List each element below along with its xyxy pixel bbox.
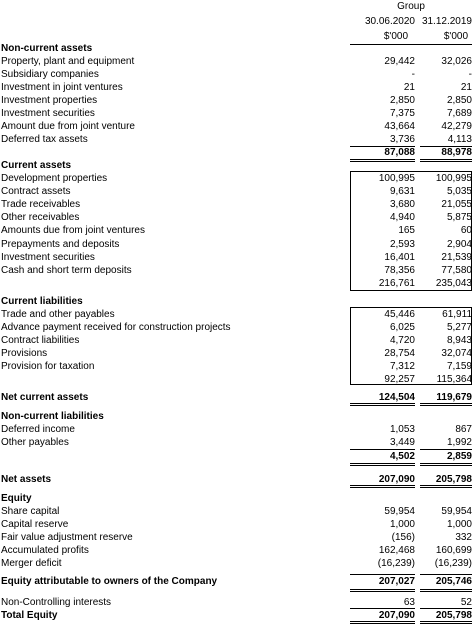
row-accumulated-profits [0,544,473,557]
value-2020: 1,000 [389,519,415,530]
header-group: Group [397,1,425,12]
value-2019: 5,277 [446,322,472,333]
value-2019: 2,859 [446,451,472,462]
value-2019: 88,978 [441,147,472,158]
row-label: Other payables [1,437,69,448]
value-2020: 124,504 [378,392,415,403]
row-label: Net assets [1,474,52,485]
value-2020: 9,631 [389,186,415,197]
row-label: Deferred income [1,424,75,435]
value-2019: 59,954 [441,506,472,517]
row-label: Capital reserve [1,519,69,530]
row-label: Amount due from joint venture [1,121,135,132]
row-deferred-tax-assets [0,133,473,146]
value-2019: 4,113 [447,134,472,145]
subtotal-rule-col1 [350,146,415,147]
value-2019: 2,904 [446,239,472,250]
total-equity-double-a-col2 [420,621,472,622]
row-label: Merger deficit [1,558,62,569]
row-investment-in-joint-ventures [0,81,473,94]
row-label: Net current assets [1,392,89,403]
value-2020: 4,502 [389,451,415,462]
row-investment-securities [0,107,473,120]
row-equity-attributable-to-owners-of-the-company [0,575,473,588]
value-2019: 32,026 [441,56,472,67]
value-2020: 1,053 [389,424,415,435]
row-label: Provisions [1,348,48,359]
row-amount-due-from-joint-venture [0,120,473,133]
net-assets-rule-a-col1 [350,485,415,486]
value-2020: 3,736 [389,134,415,145]
row-label: Total Equity [1,610,58,621]
total-equity-double-a-col1 [350,621,415,622]
row-label: Cash and short term deposits [1,265,132,276]
row-other-payables [0,436,473,449]
row-label: Current liabilities [1,296,83,307]
value-2020: 216,761 [378,278,415,289]
value-2019: 77,580 [441,265,472,276]
row-label: Development properties [1,173,108,184]
net-assets-rule-b-col1 [350,487,415,488]
value-2020: 29,442 [384,56,415,67]
value-2019: (16,239) [434,558,472,569]
noncurrent-liab-double-a-col2 [420,463,472,464]
net-current-assets-rule-a-col2 [420,403,472,404]
value-2020: (16,239) [377,558,415,569]
net-assets-rule-b-col2 [420,487,472,488]
value-2020: 87,088 [384,147,415,158]
value-2020: 207,090 [378,610,415,621]
value-2020: 162,468 [378,545,415,556]
value-2019: 7,159 [446,361,472,372]
row-label: Trade receivables [1,199,81,210]
value-2020: 207,027 [378,576,415,587]
noncurrent-liab-double-b-col2 [420,465,472,466]
header-col2-date: 31.12.2019 [421,16,472,27]
value-2019: 205,746 [435,576,472,587]
net-assets-rule-a-col2 [420,485,472,486]
value-2019: 60 [460,225,472,236]
row-label: Fair value adjustment reserve [1,532,133,543]
subtotal-double-rule-b-col2 [420,161,472,162]
row-label: Other receivables [1,212,80,223]
row-label: Non-current liabilities [1,411,104,422]
row-subsidiary-companies [0,68,473,81]
row-label: Investment in joint ventures [1,82,123,93]
row-deferred-income [0,423,473,436]
value-2019: 2,850 [446,95,472,106]
row-label: Equity [1,493,32,504]
subtotal-row [0,450,473,463]
value-2019: 5,035 [446,186,472,197]
row-merger-deficit [0,557,473,570]
value-2019: 61,911 [442,309,472,320]
value-2019: 867 [455,424,472,435]
net-current-assets-rule-b-col2 [420,405,472,406]
row-label: Trade and other payables [1,309,115,320]
value-2020: 63 [403,597,415,608]
value-2019: 160,699 [435,545,472,556]
row-property-plant-and-equipment [0,55,473,68]
value-2020: 92,257 [384,374,415,385]
value-2019: 7,689 [446,108,472,119]
row-label: Subsidiary companies [1,69,99,80]
value-2020: 43,664 [384,121,415,132]
value-2020: 3,680 [389,199,415,210]
row-label: Contract liabilities [1,335,80,346]
value-2020: 21 [403,82,415,93]
equity-sub-rule-col1 [350,574,415,575]
row-label: Non-current assets [1,43,93,54]
value-2019: - [468,69,472,80]
row-equity [0,492,473,505]
value-2019: 8,943 [446,335,472,346]
value-2019: 235,043 [435,278,472,289]
value-2019: 119,679 [436,392,472,403]
value-2019: 332 [455,532,472,543]
row-label: Provision for taxation [1,361,95,372]
value-2019: 115,364 [436,374,472,385]
row-label: Amounts due from joint ventures [1,225,145,236]
value-2019: 52 [460,597,472,608]
value-2020: (156) [391,532,415,543]
value-2020: 165 [398,225,415,236]
row-investment-properties [0,94,473,107]
total-equity-rule-col1 [350,608,415,609]
value-2019: 42,279 [441,121,472,132]
noncurrent-liab-double-b-col1 [350,465,415,466]
row-non-current-assets [0,42,473,55]
header-col1-unit: $'000 [383,31,408,42]
total-equity-rule-col2 [420,608,472,609]
value-2020: 2,850 [389,95,415,106]
subtotal-double-rule-a-col2 [420,159,472,160]
row-label: Non-Controlling interests [1,597,112,608]
noncurrent-liab-rule-col1 [350,449,415,450]
row-share-capital [0,505,473,518]
row-label: Equity attributable to owners of the Company [1,576,218,587]
value-2019: 205,798 [435,474,472,485]
value-2019: 21,055 [441,199,472,210]
row-label: Deferred tax assets [1,134,88,145]
value-2020: 4,720 [389,335,415,346]
equity-attr-rule-b-col2 [420,591,472,592]
row-label: Investment securities [1,252,95,263]
value-2020: - [411,69,415,80]
value-2020: 78,356 [384,265,415,276]
value-2020: 4,940 [389,212,415,223]
value-2020: 7,375 [389,108,415,119]
equity-attr-rule-a-col1 [350,589,415,590]
noncurrent-liab-double-a-col1 [350,463,415,464]
value-2020: 100,995 [378,173,415,184]
value-2019: 100,995 [435,173,472,184]
value-2020: 45,446 [384,309,415,320]
row-label: Property, plant and equipment [1,56,135,67]
subtotal-double-rule-a-col1 [350,159,415,160]
row-label: Prepayments and deposits [1,239,120,250]
row-label: Contract assets [1,186,71,197]
subtotal-rule-col2 [420,146,472,147]
row-non-current-liabilities [0,410,473,423]
row-label: Share capital [1,506,60,517]
value-2020: 28,754 [384,348,415,359]
value-2019: 32,074 [441,348,472,359]
header-col1-date: 30.06.2020 [364,16,415,27]
equity-attr-rule-a-col2 [420,589,472,590]
row-label: Current assets [1,160,72,171]
subtotal-double-rule-b-col1 [350,161,415,162]
row-fair-value-adjustment-reserve [0,531,473,544]
header-col2-unit: $'000 [443,31,468,42]
value-2019: 205,798 [435,610,472,621]
row-label: Investment securities [1,108,95,119]
current-liabilities-box [350,307,472,385]
value-2019: 1,992 [446,437,472,448]
noncurrent-liab-rule-col2 [420,449,472,450]
value-2019: 5,875 [446,212,472,223]
value-2020: 207,090 [378,474,415,485]
value-2020: 59,954 [384,506,415,517]
equity-sub-rule-col2 [420,574,472,575]
row-label: Investment properties [1,95,98,106]
net-current-assets-rule-b-col1 [350,405,415,406]
value-2020: 7,312 [389,361,415,372]
value-2019: 1,000 [446,519,472,530]
value-2020: 2,593 [389,239,415,250]
net-current-assets-rule-a-col1 [350,403,415,404]
value-2020: 3,449 [389,437,415,448]
value-2020: 6,025 [389,322,415,333]
equity-attr-rule-b-col1 [350,591,415,592]
row-label: Accumulated profits [1,545,89,556]
value-2019: 21,539 [441,252,472,263]
row-capital-reserve [0,518,473,531]
current-assets-box [350,171,472,291]
row-label: Advance payment received for construction projects [1,322,231,333]
value-2020: 16,401 [384,252,415,263]
value-2019: 21 [460,82,472,93]
subtotal-row [0,146,473,159]
